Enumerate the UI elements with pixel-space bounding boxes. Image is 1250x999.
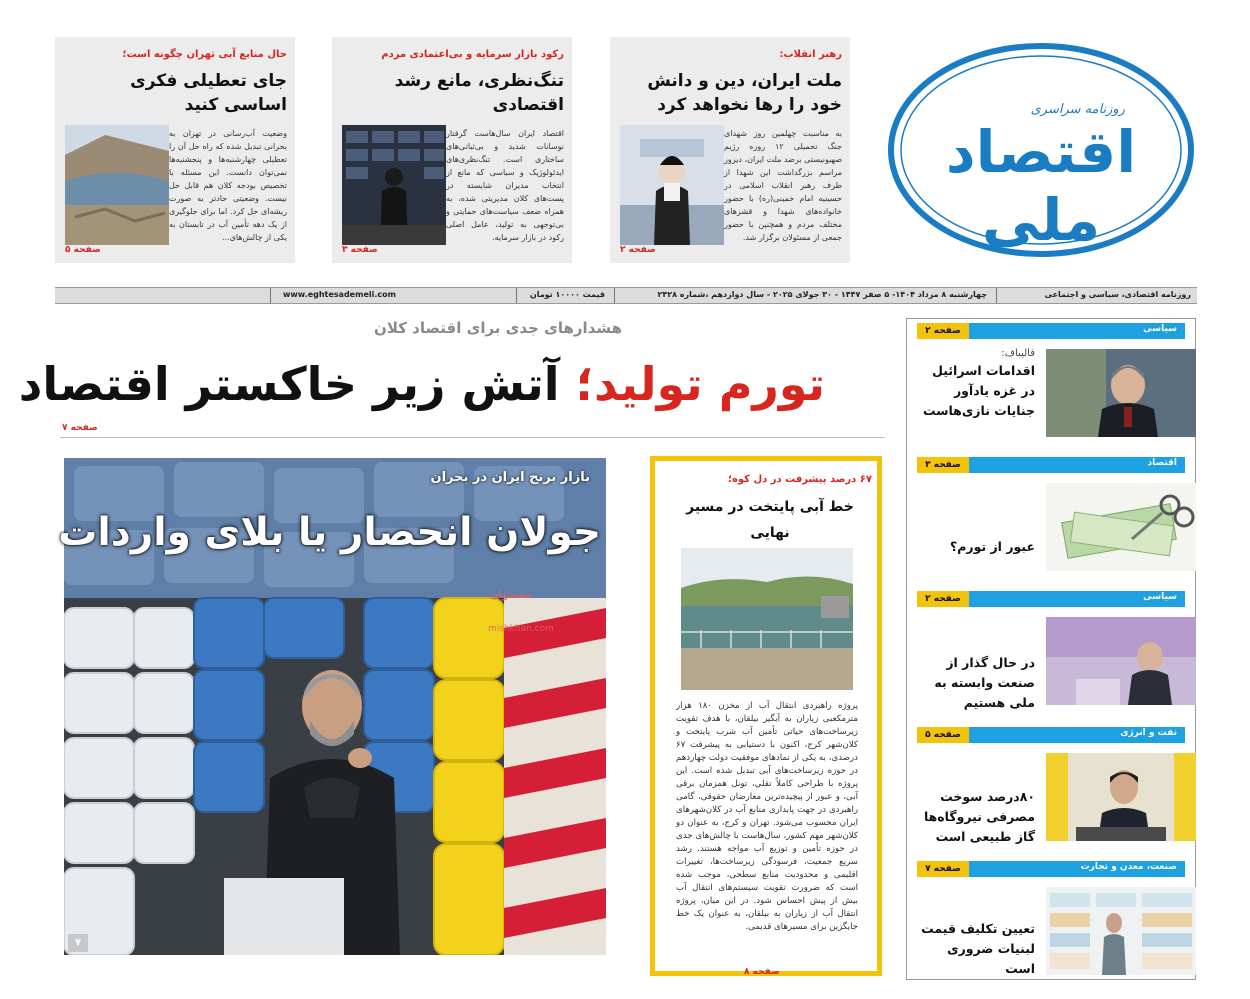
sidebar-headline-text: اقدامات اسرائیل در غزه یادآور جنایات نازی‌هاست [922, 363, 1035, 418]
lead-page-ref[interactable]: صفحه ۷ [62, 423, 98, 433]
teaser-leader[interactable] [610, 37, 850, 263]
teaser-kicker: رهبر انقلاب: [779, 49, 842, 60]
photo-story-headline[interactable]: جولان انحصار یا بلای واردات [58, 510, 601, 555]
teaser-photo-stock-board [342, 125, 446, 245]
section-bar-industry-trade [917, 861, 1185, 877]
date-bar [55, 287, 1197, 304]
teaser-body: به مناسبت چهلمین روز شهدای جنگ تحمیلی ۱۲ روزه رژیم صهیونیستی برضد ملت ایران، دیروز مراسم بزرگداشت این شهدا از طرف رهبر انقلاب اسلامی در حسینیه امام خمینی(ره) با حضور خانواده‌های شهدا و قشرهای مختلف مردم و همچنین با حضور جمعی از مسئولان برگزار شد. [724, 129, 842, 242]
section-label: اقتصاد [1147, 458, 1177, 468]
section-page-ref[interactable]: صفحه ۲ [917, 323, 969, 339]
sidebar-photo-energy-official [1046, 753, 1196, 841]
masthead-logo [885, 38, 1197, 263]
section-label: صنعت، معدن و تجارت [1080, 862, 1177, 872]
teaser-photo-dam [65, 125, 169, 245]
section-label: سیاسی [1143, 592, 1177, 602]
section-bar-politics-2 [917, 591, 1185, 607]
sidebar-headline[interactable] [915, 919, 1035, 979]
masthead-name: اقتصاد ملی [945, 118, 1137, 254]
date-bar-separator [996, 288, 997, 303]
sidebar-photo-dairy-shelves [1046, 887, 1196, 975]
water-story-body: پروژه راهبردی انتقال آب از مخزن ۱۸۰ هزار مترمکعبی زیاران به آبگیر بیلقان، با هدف تقویت زیرساخت‌های حیاتی تأمین آب شرب پایتخت و کلان‌شهر کرج، اکنون با دستیابی به پیشرفت ۶۷ درصدی، به یکی از نمادهای موفقیت دولت چهاردهم در حوزه زیرساخت‌های آبی تبدیل شده است. این پروژه با طراحی کاملاً تقلی، تونل همزمان برقی آبی، و عبور از پیچیده‌ترین معارضان حقوقی، گامی راهبردی در جهت پایداری منابع آب در کلان‌شهرهای ایران محسوب می‌شود. تهران و کرج، به عنوان دو کلان‌شهر مهم کشور، سال‌هاست با چالش‌های جدی در حوزه تأمین و توزیع آب مواجه هستند. رشد سریع جمعیت، فرسودگی زیرساخت‌ها، تغییرات اقلیمی و محدودیت منابع سطحی، موجب شده است که ضرورت تقویت سیستم‌های انتقال آب بیش از پیش احساس شود. در این میان، پروژه انتقال آب از زیاران به بیلقان، به عنوان یک خط جایگزین برای مسیرهای قدیمی. [676, 701, 858, 932]
teaser-headline[interactable]: تنگ‌نظری، مانع رشد اقتصادی [394, 71, 564, 115]
sidebar-headline-text: عبور از تورم؟ [950, 539, 1035, 554]
sidebar-photo-industry-speech [1046, 617, 1196, 705]
website-link[interactable]: www.eghtesademeli.com [283, 290, 396, 299]
section-bar-politics [917, 323, 1185, 339]
sidebar-photo-banknotes [1046, 483, 1196, 571]
sidebar-headline[interactable] [915, 787, 1035, 847]
photo-story-page-badge[interactable]: ۷ [68, 934, 88, 952]
lead-headline[interactable] [18, 352, 825, 416]
teaser-photo-leader [620, 125, 724, 245]
section-bar-oil-energy [917, 727, 1185, 743]
section-page-ref[interactable]: صفحه ۷ [917, 861, 969, 877]
teaser-headline[interactable]: جای تعطیلی فکری اساسی کنید [130, 71, 287, 115]
lead-divider [60, 437, 885, 438]
sidebar-headline-text: ۸۰درصد سوخت مصرفی نیروگاه‌ها گاز طبیعی است [923, 789, 1035, 844]
teaser-page-ref[interactable]: صفحه ۵ [65, 245, 101, 255]
issue-date: چهارشنبه ۸ مرداد ۱۴۰۴- ۵ صفر ۱۴۴۷ - ۳۰ جولای ۲۰۲۵ - سال دوازدهم ،شماره ۲۴۲۸ [657, 290, 987, 299]
date-bar-separator [614, 288, 615, 303]
teaser-tehran-water[interactable] [55, 37, 295, 263]
sidebar-news-column [906, 318, 1196, 980]
newspaper-type: روزنامه اقتصادی، سیاسی و اجتماعی [1044, 290, 1191, 299]
sidebar-photo-qalibaf [1046, 349, 1196, 437]
date-bar-separator [516, 288, 517, 303]
lead-headline-black: آتش زیر خاکستر اقتصاد [18, 357, 560, 411]
sidebar-headline-text: تعیین تکلیف قیمت لبنیات ضروری است [921, 921, 1035, 976]
teaser-body: وضعیت آب‌رسانی در تهران به بحرانی تبدیل شده که راه حل آن را تعطیلی چهارشنبه‌ها و پنجشنبه‌ها نمی‌توان دانست. این مسئله با تخصیص بودجه کلان هم قابل حل نیست. وضعیتی حادتر به صورت ریشه‌ای حل کرد. اما برای جلوگیری از یک دهه تأمین آب در تابستان به یکی از چالش‌های... [169, 129, 287, 242]
teaser-body: اقتصاد ایران سال‌هاست گرفتار نوسانات شدید و بی‌ثباتی‌های ساختاری است. تنگ‌نظری‌های ایدئولوژیک و سیاسی که مانع از انتخاب مدیران شایسته در پست‌های کلان مدیریتی شده، به همراه ضعف سیاست‌های حمایتی و بی‌توجهی به تولید، عامل اصلی رکود در بازار سرمایه. [446, 129, 564, 242]
water-story-page-ref[interactable]: صفحه ۸ [744, 967, 780, 977]
sidebar-headline[interactable] [915, 537, 1035, 557]
watermark-name: مشخوان [490, 590, 532, 601]
issue-price: قیمت ۱۰۰۰۰ تومان [529, 290, 605, 299]
section-page-ref[interactable]: صفحه ۲ [917, 591, 969, 607]
date-bar-separator [270, 288, 271, 303]
photo-story-kicker: بازار برنج ایران در بحران [430, 470, 590, 485]
water-story-kicker: ۶۷ درصد پیشرفت در دل کوه؛ [727, 474, 872, 485]
section-bar-economy [917, 457, 1185, 473]
sidebar-headline[interactable] [915, 347, 1035, 421]
teaser-page-ref[interactable]: صفحه ۳ [342, 245, 378, 255]
teaser-headline[interactable]: ملت ایران، دین و دانش خود را رها نخواهد کرد [647, 71, 842, 115]
section-label: سیاسی [1143, 324, 1177, 334]
lead-supertitle: هشدارهای جدی برای اقتصاد کلان [374, 319, 622, 337]
lead-headline-red: تورم تولید؛ [575, 357, 825, 411]
teaser-kicker: رکود بازار سرمایه و بی‌اعتمادی مردم [381, 49, 564, 60]
section-label: نفت و انرژی [1120, 728, 1177, 738]
water-story-headline[interactable]: خط آبی پایتخت در مسیر نهایی [686, 499, 854, 541]
teaser-page-ref[interactable]: صفحه ۲ [620, 245, 656, 255]
section-page-ref[interactable]: صفحه ۵ [917, 727, 969, 743]
sidebar-headline[interactable] [915, 653, 1035, 713]
teaser-kicker: حال منابع آبی تهران چگونه است؛ [122, 49, 287, 60]
sidebar-headline-text: در حال گذار از صنعت وابسته به ملی هستیم [934, 655, 1035, 710]
sidebar-headline-kicker: قالیباف: [1001, 348, 1035, 359]
masthead-subtitle: روزنامه سراسری [1030, 102, 1125, 117]
watermark-site: mishkhan.com [488, 624, 554, 634]
water-reservoir-photo [681, 548, 853, 690]
section-page-ref[interactable]: صفحه ۳ [917, 457, 969, 473]
teaser-stock-market[interactable] [332, 37, 572, 263]
